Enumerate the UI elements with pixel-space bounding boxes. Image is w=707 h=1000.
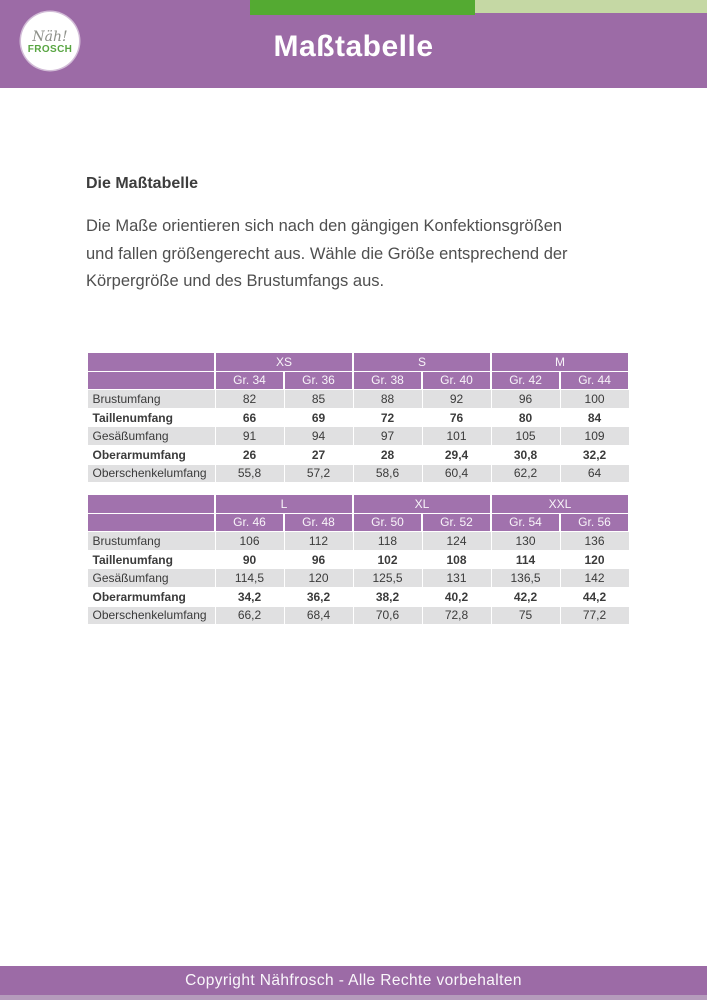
footer-bottom-strip (0, 995, 707, 1000)
size-group-header: S (353, 353, 491, 372)
size-column-header: Gr. 48 (284, 513, 353, 532)
size-group-row (87, 495, 629, 514)
table-cell: 42,2 (491, 587, 560, 606)
table-cell: 75 (491, 606, 560, 625)
size-table-xs-s-m (86, 352, 630, 483)
table-cell: 114,5 (215, 569, 284, 588)
paragraph-line: und fallen größengerecht aus. Wähle die Größe entsprechend der (86, 244, 568, 263)
corner-cell (87, 513, 215, 532)
table-cell: 124 (422, 532, 491, 551)
size-column-row (87, 513, 629, 532)
table-cell: 72,8 (422, 606, 491, 625)
logo-script-text: Näh! (32, 29, 68, 45)
table-cell: 70,6 (353, 606, 422, 625)
table-cell: 114 (491, 550, 560, 569)
table-cell: 136 (560, 532, 629, 551)
section-heading: Die Maßtabelle (86, 175, 199, 192)
table-cell: 30,8 (491, 445, 560, 464)
top-accent-bar-dark (250, 0, 475, 15)
row-label: Oberschenkelumfang (87, 464, 215, 483)
table-cell: 118 (353, 532, 422, 551)
table-cell: 66 (215, 408, 284, 427)
size-column-header: Gr. 50 (353, 513, 422, 532)
corner-cell (87, 495, 215, 514)
size-column-header: Gr. 54 (491, 513, 560, 532)
table-cell: 32,2 (560, 445, 629, 464)
size-group-header: XXL (491, 495, 629, 514)
table-cell: 62,2 (491, 464, 560, 483)
table-cell: 92 (422, 390, 491, 409)
table-cell: 26 (215, 445, 284, 464)
logo-brand-text: FROSCH (27, 44, 73, 55)
page-title: Maßtabelle (273, 30, 434, 63)
table-cell: 82 (215, 390, 284, 409)
header-banner (0, 0, 707, 88)
size-column-header: Gr. 44 (560, 371, 629, 390)
table-cell: 72 (353, 408, 422, 427)
table-cell: 84 (560, 408, 629, 427)
size-table-l-xl-xxl (86, 494, 630, 625)
table-cell: 136,5 (491, 569, 560, 588)
table-cell: 96 (491, 390, 560, 409)
size-column-header: Gr. 46 (215, 513, 284, 532)
table-cell: 120 (560, 550, 629, 569)
footer-copyright-text: Copyright Nähfrosch - Alle Rechte vorbehalten (185, 971, 522, 989)
table-cell: 57,2 (284, 464, 353, 483)
size-column-row (87, 371, 629, 390)
row-label: Oberarmumfang (87, 445, 215, 464)
size-column-header: Gr. 40 (422, 371, 491, 390)
table-cell: 100 (560, 390, 629, 409)
table-cell: 77,2 (560, 606, 629, 625)
size-group-header: M (491, 353, 629, 372)
table-cell: 96 (284, 550, 353, 569)
row-label: Brustumfang (87, 532, 215, 551)
table-row (87, 464, 629, 483)
row-label: Taillenumfang (87, 550, 215, 569)
table-cell: 34,2 (215, 587, 284, 606)
table-row (87, 427, 629, 446)
intro-paragraph (86, 213, 568, 296)
size-group-header: XS (215, 353, 353, 372)
size-column-header: Gr. 42 (491, 371, 560, 390)
table-cell: 88 (353, 390, 422, 409)
table-row (87, 532, 629, 551)
size-column-header: Gr. 52 (422, 513, 491, 532)
table-cell: 97 (353, 427, 422, 446)
table-cell: 130 (491, 532, 560, 551)
table-cell: 60,4 (422, 464, 491, 483)
table-row (87, 587, 629, 606)
row-label: Gesäßumfang (87, 427, 215, 446)
table-cell: 102 (353, 550, 422, 569)
paragraph-line: Die Maße orientieren sich nach den gängigen Konfektionsgrößen (86, 217, 563, 235)
table-row (87, 390, 629, 409)
table-cell: 64 (560, 464, 629, 483)
size-column-header: Gr. 38 (353, 371, 422, 390)
row-label: Oberschenkelumfang (87, 606, 215, 625)
table-cell: 112 (284, 532, 353, 551)
table-cell: 120 (284, 569, 353, 588)
size-group-row (87, 353, 629, 372)
table-cell: 85 (284, 390, 353, 409)
table-cell: 44,2 (560, 587, 629, 606)
row-label: Taillenumfang (87, 408, 215, 427)
table-cell: 108 (422, 550, 491, 569)
corner-cell (87, 353, 215, 372)
table-cell: 29,4 (422, 445, 491, 464)
table-cell: 69 (284, 408, 353, 427)
table-row (87, 445, 629, 464)
table-cell: 125,5 (353, 569, 422, 588)
table-cell: 94 (284, 427, 353, 446)
top-accent-bar-light (475, 0, 707, 13)
footer-bar (0, 966, 707, 995)
table-cell: 40,2 (422, 587, 491, 606)
row-label: Brustumfang (87, 390, 215, 409)
table-cell: 28 (353, 445, 422, 464)
table-cell: 27 (284, 445, 353, 464)
table-cell: 131 (422, 569, 491, 588)
table-cell: 55,8 (215, 464, 284, 483)
table-cell: 105 (491, 427, 560, 446)
table-row (87, 550, 629, 569)
table-cell: 36,2 (284, 587, 353, 606)
table-cell: 68,4 (284, 606, 353, 625)
table-cell: 76 (422, 408, 491, 427)
size-group-header: XL (353, 495, 491, 514)
paragraph-line: Körpergröße und des Brustumfangs aus. (86, 272, 385, 290)
corner-cell (87, 371, 215, 390)
size-group-header: L (215, 495, 353, 514)
table-cell: 91 (215, 427, 284, 446)
table-cell: 101 (422, 427, 491, 446)
table-cell: 90 (215, 550, 284, 569)
table-cell: 142 (560, 569, 629, 588)
table-cell: 109 (560, 427, 629, 446)
table-cell: 80 (491, 408, 560, 427)
row-label: Oberarmumfang (87, 587, 215, 606)
table-cell: 66,2 (215, 606, 284, 625)
size-column-header: Gr. 34 (215, 371, 284, 390)
size-column-header: Gr. 56 (560, 513, 629, 532)
table-cell: 38,2 (353, 587, 422, 606)
table-cell: 106 (215, 532, 284, 551)
table-row (87, 569, 629, 588)
table-row (87, 606, 629, 625)
table-row (87, 408, 629, 427)
size-column-header: Gr. 36 (284, 371, 353, 390)
row-label: Gesäßumfang (87, 569, 215, 588)
table-cell: 58,6 (353, 464, 422, 483)
